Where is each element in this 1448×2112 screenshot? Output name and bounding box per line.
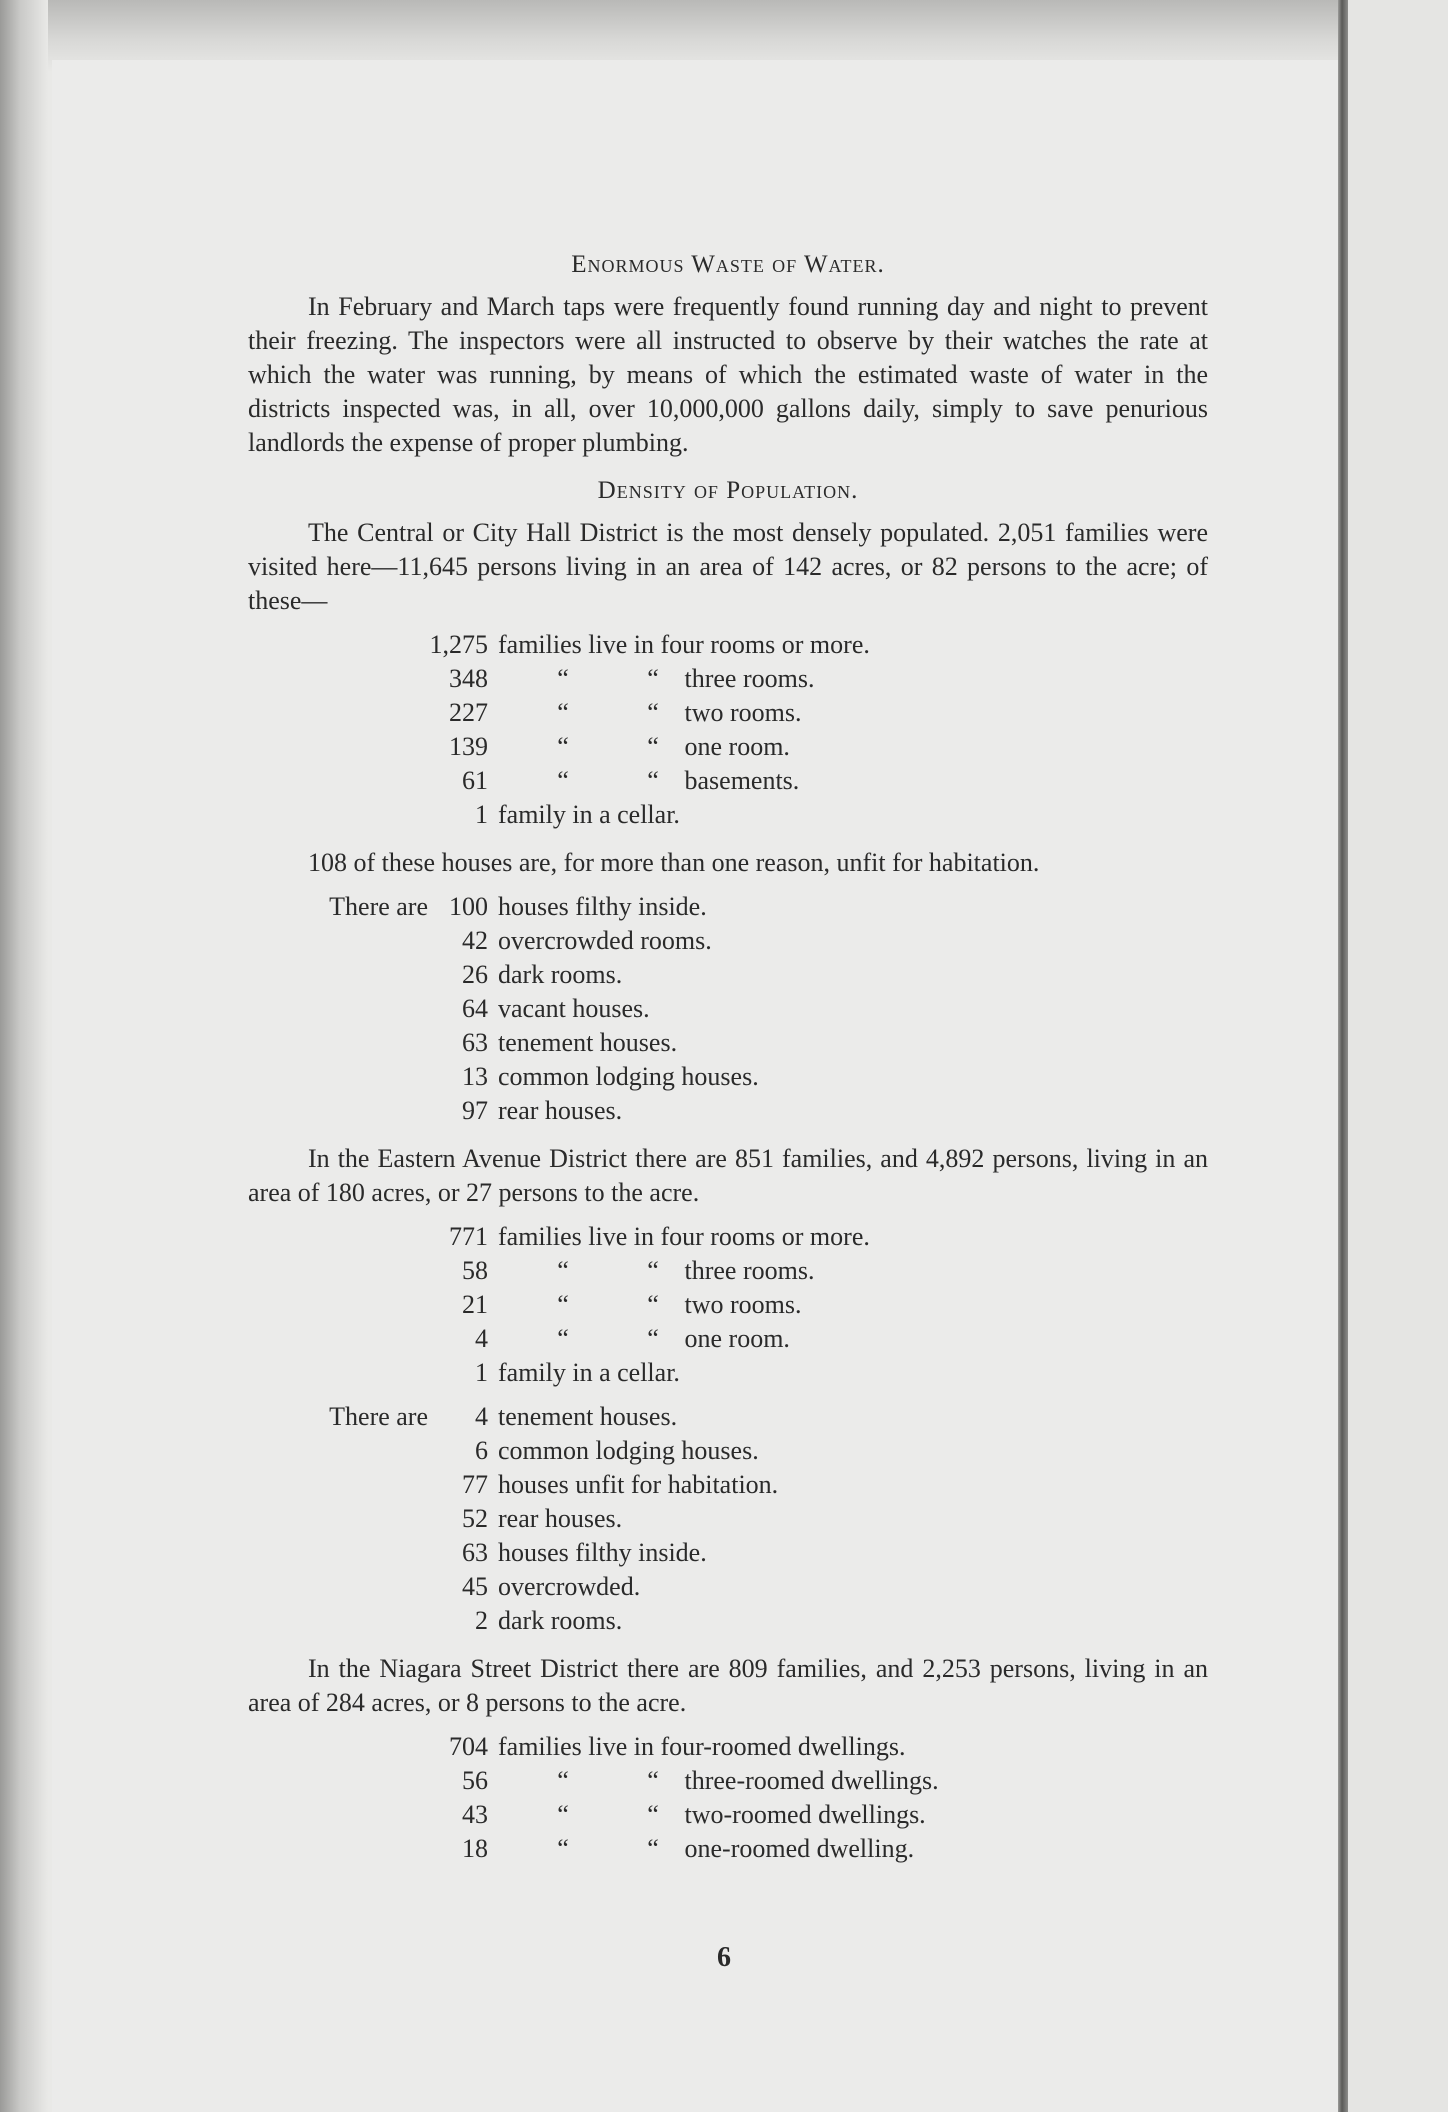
ditto-mark: “ (647, 732, 659, 761)
table-row: 1 family in a cellar. (475, 800, 680, 829)
table-row: 42 overcrowded rooms. (462, 926, 712, 955)
table-row: 64 vacant houses. (462, 994, 650, 1023)
ditto-mark: “ (647, 766, 659, 795)
eastern-houses-table (248, 1400, 1208, 1638)
table-row: 58 “ “ three rooms. (248, 1254, 1208, 1288)
page-content (248, 248, 1208, 1866)
table-row: 4 “ “ one room. (248, 1322, 1208, 1356)
table-row: 6 common lodging houses. (475, 1436, 759, 1465)
eastern-rooms-table (248, 1220, 1208, 1390)
table-row: 18 “ “ one-roomed dwelling. (248, 1832, 1208, 1866)
ditto-mark: “ (557, 664, 569, 693)
table-row: There are 4 tenement houses. (329, 1402, 678, 1431)
central-intro: The Central or City Hall District is the most densely populated. 2,051 families were visited here—11,645 persons living in an area of 142 acres, or 82 persons to the acre; of these— (248, 518, 1208, 615)
table-row: There are 100 houses filthy inside. (329, 892, 707, 921)
central-unfit-statement: 108 of these houses are, for more than one reason, unfit for habitation. (308, 848, 1040, 877)
page-number: 6 (717, 1942, 731, 1973)
table-row: 26 dark rooms. (462, 960, 623, 989)
ditto-mark: “ (647, 1324, 659, 1353)
table-row: 21 “ “ two rooms. (248, 1288, 1208, 1322)
table-row: 63 houses filthy inside. (462, 1538, 707, 1567)
ditto-mark: “ (557, 732, 569, 761)
section-heading-waste: Enormous Waste of Water. (571, 251, 885, 278)
ditto-mark: “ (557, 766, 569, 795)
ditto-mark: “ (557, 1290, 569, 1319)
table-row: 97 rear houses. (462, 1096, 623, 1125)
table-row: 1 family in a cellar. (475, 1358, 680, 1387)
book-gutter (1338, 0, 1348, 2112)
table-row: 2 dark rooms. (475, 1606, 623, 1635)
ditto-mark: “ (647, 698, 659, 727)
waste-paragraph: In February and March taps were frequently found running day and night to prevent their freezing. The inspectors were all instructed to observe by their watches the rate at which the water was running, by means of which the estimated waste of water in the districts inspected was, in all, over 10,000,000 gallons daily, simply to save penurious landlords the expense of proper plumbing. (248, 292, 1208, 457)
ditto-mark: “ (647, 1256, 659, 1285)
niagara-intro: In the Niagara Street District there are 809 families, and 2,253 persons, living in an area of 284 acres, or 8 persons to the acre. (248, 1654, 1208, 1717)
ditto-mark: “ (557, 1766, 569, 1795)
section-heading-density: Density of Population. (597, 477, 859, 504)
scan-left-edge (0, 0, 48, 2112)
table-row: 52 rear houses. (462, 1504, 623, 1533)
table-row: 56 “ “ three-roomed dwellings. (248, 1764, 1208, 1798)
central-rooms-table (248, 628, 1208, 832)
ditto-mark: “ (557, 1256, 569, 1285)
table-row: 43 “ “ two-roomed dwellings. (248, 1798, 1208, 1832)
eastern-intro: In the Eastern Avenue District there are 851 families, and 4,892 persons, living in an area of 180 acres, or 27 persons to the acre. (248, 1144, 1208, 1207)
ditto-mark: “ (557, 1324, 569, 1353)
table-row: 704 families live in four-roomed dwellings. (449, 1732, 906, 1761)
ditto-mark: “ (647, 664, 659, 693)
ditto-mark: “ (557, 1800, 569, 1829)
central-houses-table (248, 890, 1208, 1128)
table-row: 771 families live in four rooms or more. (449, 1222, 870, 1251)
ditto-mark: “ (647, 1834, 659, 1863)
table-row: 63 tenement houses. (462, 1028, 678, 1057)
niagara-rooms-table (248, 1730, 1208, 1866)
ditto-mark: “ (557, 698, 569, 727)
table-row: 1,275 families live in four rooms or more. (429, 630, 870, 659)
table-row: 139 “ “ one room. (248, 730, 1208, 764)
table-row: 13 common lodging houses. (462, 1062, 759, 1091)
table-row: 61 “ “ basements. (248, 764, 1208, 798)
ditto-mark: “ (647, 1800, 659, 1829)
table-row: 348 “ “ three rooms. (248, 662, 1208, 696)
table-row: 227 “ “ two rooms. (248, 696, 1208, 730)
adjacent-page-edge (1348, 0, 1448, 2112)
table-row: 77 houses unfit for habitation. (462, 1470, 779, 1499)
ditto-mark: “ (557, 1834, 569, 1863)
ditto-mark: “ (647, 1766, 659, 1795)
table-row: 45 overcrowded. (462, 1572, 641, 1601)
ditto-mark: “ (647, 1290, 659, 1319)
